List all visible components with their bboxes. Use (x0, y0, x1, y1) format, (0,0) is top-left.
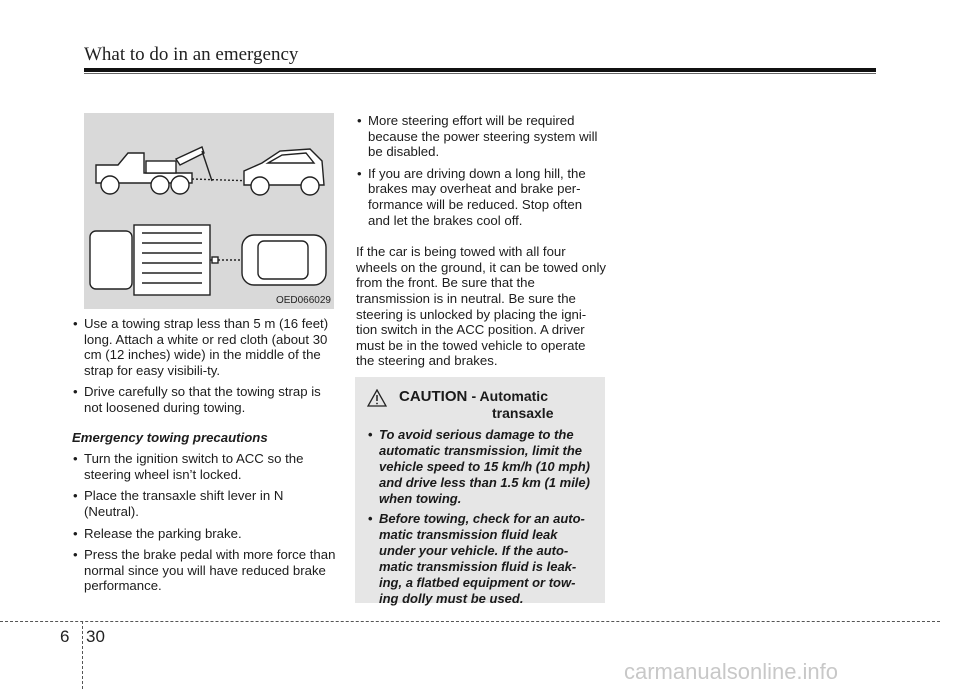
warning-triangle-icon (367, 389, 387, 407)
towing-strap-list (72, 316, 336, 416)
precautions-list (72, 451, 336, 594)
steering-brake-list (356, 113, 606, 228)
header-rule (84, 68, 876, 72)
towed-car-top-icon (242, 235, 326, 285)
list-item: • Place the transaxle shift lever in N (Neutral). (72, 488, 336, 519)
list-item: • Press the brake pedal with more force than normal since you will have reduced brake performance. (72, 547, 336, 594)
figure-code: OED066029 (275, 295, 331, 306)
page-number: 30 (86, 627, 105, 646)
precautions-heading: Emergency towing precautions (72, 429, 268, 445)
footer-divider (82, 621, 83, 689)
towing-illustration (84, 113, 334, 309)
list-item: • Turn the ignition switch to ACC so the steering wheel isn’t locked. (72, 451, 336, 482)
chapter-number: 6 (60, 627, 70, 646)
tow-truck-side-icon (96, 147, 254, 194)
page-header-title: What to do in an emergency (84, 44, 299, 65)
list-item: • Use a towing strap less than 5 m (16 feet) long. Attach a white or red cloth (about 30 cm (12 inches) wide) in the middle of the strap for easy visibili-ty. (72, 316, 336, 378)
tow-truck-diagram (84, 113, 334, 309)
list-item: • To avoid serious damage to the automatic transmission, limit the vehicle speed to 15 km/h (10 mph) and drive less than 1.5 km (1 mile) when towing. (367, 427, 593, 507)
list-item: • If you are driving down a long hill, the brakes may overheat and brake per-formance will be reduced. Stop often and let the brakes cool off. (356, 166, 606, 228)
caution-box (355, 377, 605, 606)
caution-subtitle: transaxle (492, 405, 554, 421)
header-rule-thin (84, 73, 876, 74)
tow-truck-top-icon (90, 225, 244, 295)
list-item: • More steering effort will be required because the power steering system will be disabled. (356, 113, 606, 160)
list-item: • Drive carefully so that the towing strap is not loosened during towing. (72, 384, 336, 415)
left-column (72, 316, 336, 600)
towing-paragraph: If the car is being towed with all four wheels on the ground, it can be towed only from the front. Be sure that the transmission is in neutral. Be sure the steering is unlocked by placing the igni-tion switch in the ACC position. A driver must be in the towed vehicle to operate the steering and brakes. (356, 244, 606, 369)
watermark: carmanualsonline.info (624, 659, 839, 684)
middle-column (356, 113, 606, 369)
list-item: • Before towing, check for an auto-matic transmission fluid leak under your vehicle. If the auto-matic transmission fluid is leak-ing, a flatbed equipment or tow-ing dolly must be used. (367, 511, 593, 607)
towed-car-side-icon (244, 149, 324, 195)
list-item: • Release the parking brake. (72, 526, 336, 542)
caution-list (367, 427, 593, 607)
caution-title: CAUTION - Automatic (399, 388, 548, 405)
footer-rule (0, 621, 940, 622)
caution-header (367, 387, 593, 427)
